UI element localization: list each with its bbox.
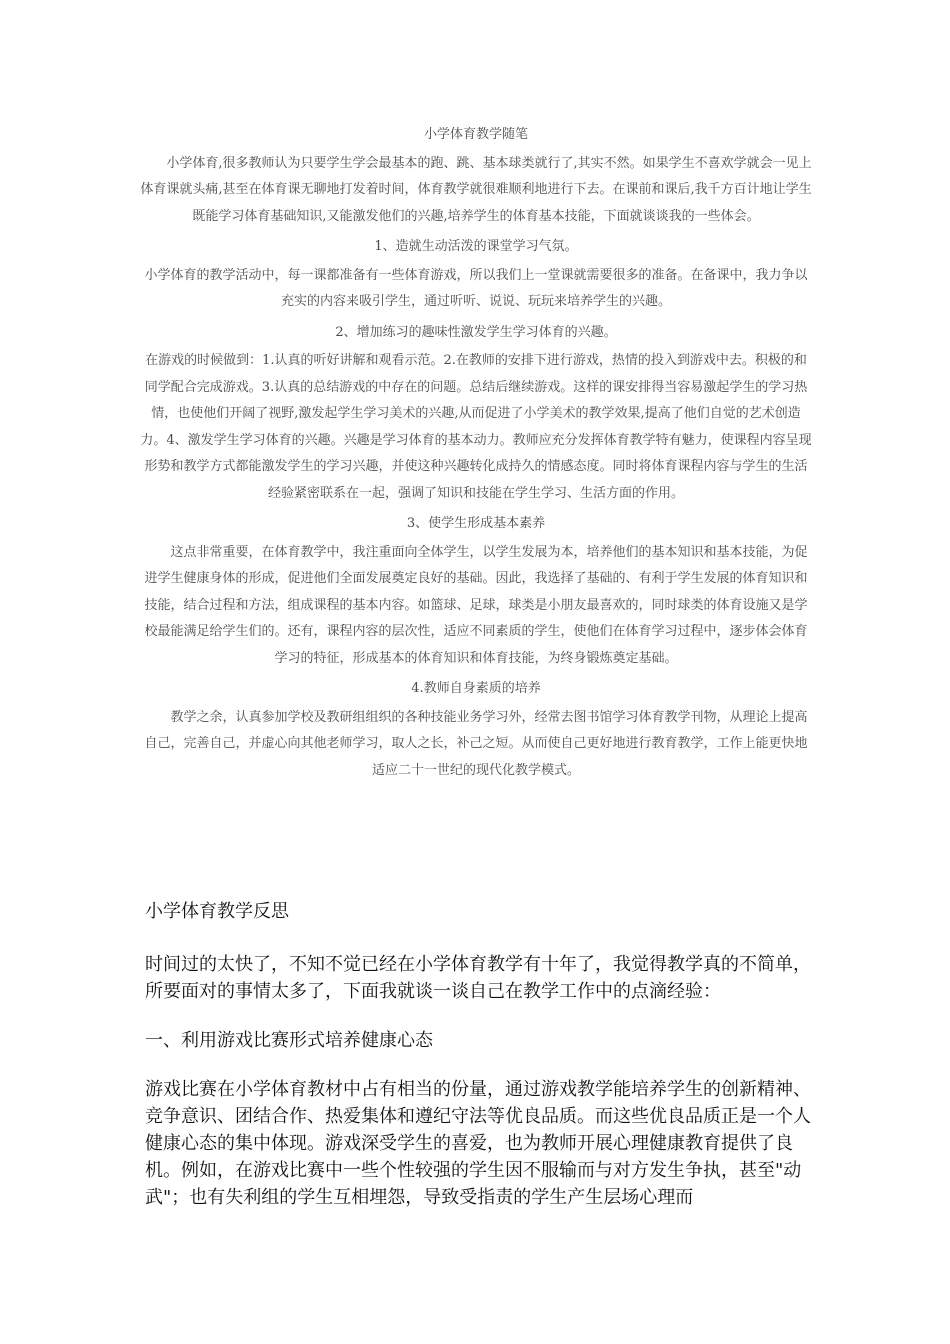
reflection-section xyxy=(145,898,813,1211)
reflection-section-text: 游戏比赛在小学体育教材中占有相当的份量，通过游戏教学能培养学生的创新精神、竞争意识、团结合作、热爱集体和遵纪守法等优良品质。而这些优良品质正是一个人健康心态的集中体现。游戏深受学生的喜爱，也为教师开展心理健康教育提供了良机。例如，在游戏比赛中一些个性较强的学生因不服输而与对方发生争执，甚至"动武"；也有失利组的学生互相埋怨，导致受指责的学生产生层场心理而 xyxy=(145,1079,811,1208)
reflection-title: 小学体育教学反思 xyxy=(145,901,289,922)
essay-title: 小学体育教学随笔 xyxy=(423,127,528,142)
reflection-intro-paragraph: 时间过的太快了，不知不觉已经在小学体育教学有十年了，我觉得教学真的不简单，所要面对的事情太多了，下面我就谈一谈自己在教学工作中的点滴经验： xyxy=(145,954,811,1002)
essay-intro-paragraph: 小学体育,很多教师认为只要学生学会最基本的跑、跳、基本球类就行了,其实不然。如果学生不喜欢学就会一见上体育课就头痛,甚至在体育课无聊地打发着时间，体育教学就很难顺利地进行下去。在课前和课后,我千方百计地让学生既能学习体育基础知识,又能激发他们的兴趣,培养学生的体育基本技能，下面就谈谈我的一些体会。 xyxy=(140,155,812,224)
essay-section-3-heading: 3、使学生形成基本素养 xyxy=(406,516,546,531)
reflection-section-heading: 一、利用游戏比赛形式培养健康心态 xyxy=(145,1030,433,1051)
essay-section-2-heading: 2、增加练习的趣味性激发学生学习体育的兴趣。 xyxy=(335,324,617,340)
essay-section-4-text: 教学之余，认真参加学校及教研组组织的各种技能业务学习外，经常去图书馆学习体育教学刊物，从理论上提高自己，完善自己，并虚心向其他老师学习，取人之长，补己之短。从而使自己更好地进行教育教学，工作上能更快地适应二十一世纪的现代化教学模式。 xyxy=(144,709,808,778)
essay-section-4-heading: 4.教师自身素质的培养 xyxy=(411,681,541,696)
essay-section-3-text: 这点非常重要，在体育教学中，我注重面向全体学生，以学生发展为本，培养他们的基本知识和基本技能，为促进学生健康身体的形成，促进他们全面发展奠定良好的基础。因此，我选择了基础的、有利于学生发展的体育知识和技能，结合过程和方法，组成课程的基本内容。如篮球、足球，球类是小朋友最喜欢的，同时球类的体育设施又是学校最能满足给学生们的。还有，课程内容的层次性，适应不同素质的学生，使他们在体育学习过程中，逐步体会体育学习的特征，形成基本的体育知识和体育技能，为终身锻炼奠定基础。 xyxy=(144,544,808,666)
essay-section-1-text: 小学体育的教学活动中，每一课都准备有一些体育游戏，所以我们上一堂课就需要很多的准备。在备课中，我力争以充实的内容来吸引学生，通过听听、说说、玩玩来培养学生的兴趣。 xyxy=(144,267,808,309)
essay-section-2-text: 在游戏的时候做到：1.认真的听好讲解和观看示范。2.在教师的安排下进行游戏，热情的投入到游戏中去。积极的和同学配合完成游戏。3.认真的总结游戏的中存在的问题。总结后继续游戏。这样的课安排得当容易激起学生的学习热情，也使他们开阔了视野,激发起学生学习美术的兴趣,从而促进了小学美术的教学效果,提高了他们自觉的艺术创造力。4、激发学生学习体育的兴趣。兴趣是学习体育的基本动力。教师应充分发挥体育教学特有魅力，使课程内容呈现形势和教学方式都能激发学生的学习兴趣，并使这种兴趣转化成持久的情感态度。同时将体育课程内容与学生的生活经验紧密联系在一起，强调了知识和技能在学生学习、生活方面的作用。 xyxy=(140,353,812,501)
essay-section xyxy=(140,122,812,784)
essay-section-1-heading: 1、造就生动活泼的课堂学习气氛。 xyxy=(374,239,578,254)
